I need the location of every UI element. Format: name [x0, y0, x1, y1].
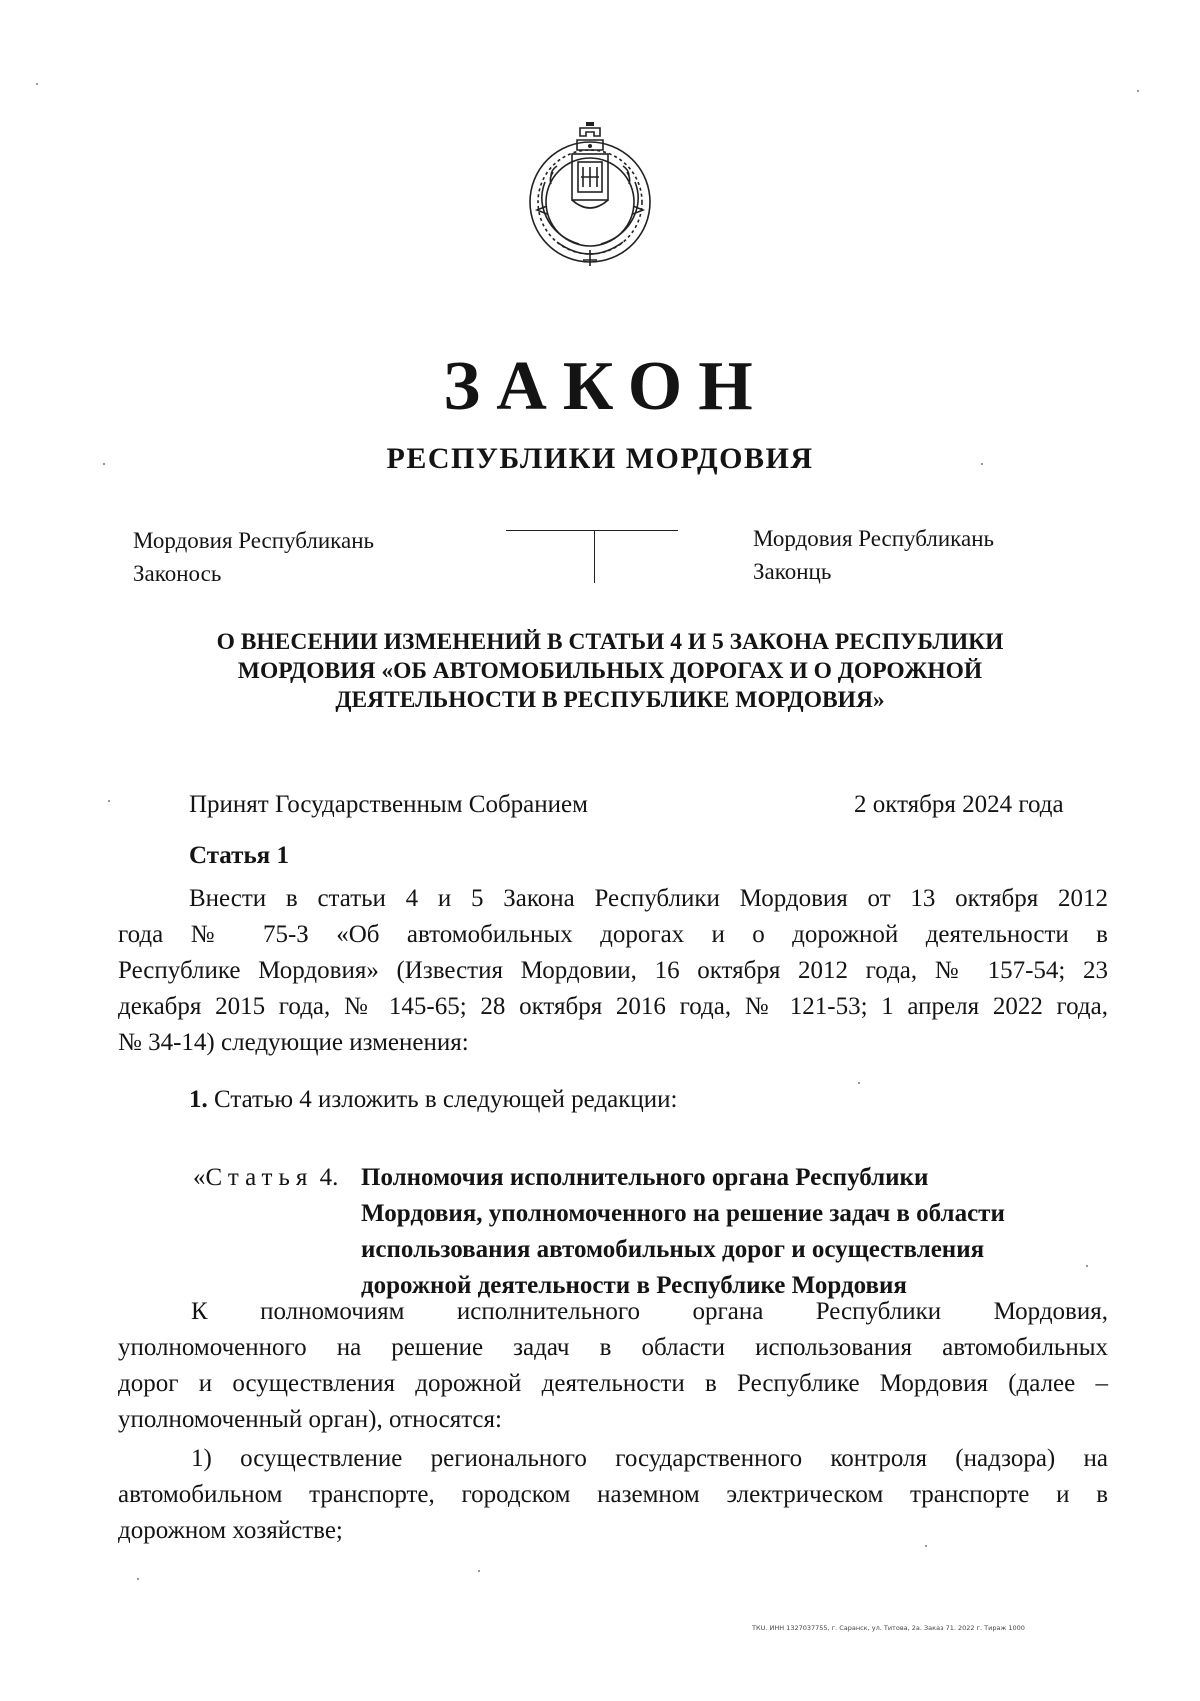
accepted-by: Принят Государственным Собранием: [189, 791, 588, 818]
article4-list-item-1: [118, 1441, 1108, 1549]
header-right-line1: Мордовия Республикань: [753, 526, 995, 551]
paragraph-line: декабря 2015 года, № 145-65; 28 октября 2016 года, № 121-53; 1 апреля 2022 года,: [118, 993, 1108, 1020]
article4-title-line: использования автомобильных дорог и осуществления: [361, 1236, 985, 1263]
paragraph-line: автомобильном транспорте, городском наземном электрическом транспорте и в: [118, 1481, 1108, 1508]
amendment-item-1: [189, 1082, 677, 1118]
paragraph-line: дорог и осуществления дорожной деятельности в Республике Мордовия (далее –: [118, 1370, 1108, 1397]
article4-prefix: [193, 1160, 338, 1196]
header-divider-vertical: [594, 531, 595, 583]
coat-of-arms-icon: [517, 122, 663, 272]
article4-word: Статья: [205, 1164, 314, 1191]
article4-title-line: Мордовия, уполномоченного на решение задач в области: [361, 1200, 1005, 1227]
paragraph-line: года № 75-З «Об автомобильных дорогах и о дорожной деятельности в: [118, 921, 1108, 948]
document-title-line: ДЕЯТЕЛЬНОСТИ В РЕСПУБЛИКЕ МОРДОВИЯ»: [335, 687, 885, 713]
document-title-line: МОРДОВИЯ «ОБ АВТОМОБИЛЬНЫХ ДОРОГАХ И О ДОРОЖНОЙ: [237, 658, 983, 684]
paragraph-line: Республике Мордовия» (Известия Мордовии, 16 октября 2012 года, № 157-54; 23: [118, 957, 1108, 984]
paragraph-line: уполномоченный орган), относятся:: [118, 1406, 502, 1433]
law-title: ЗАКОН: [443, 348, 769, 425]
article1-intro-paragraph: [118, 881, 1108, 1061]
amendment-item-text: Статью 4 изложить в следующей редакции:: [207, 1086, 678, 1113]
article4-number: 4.: [313, 1164, 339, 1191]
accepted-date: 2 октября 2024 года: [854, 791, 1064, 818]
law-subtitle: РЕСПУБЛИКИ МОРДОВИЯ: [386, 442, 814, 475]
header-divider-horizontal: [506, 530, 678, 531]
paragraph-line: 1) осуществление регионального государственного контроля (надзора) на: [191, 1445, 1108, 1472]
article4-body-paragraph: [118, 1294, 1108, 1438]
header-left-line1: Мордовия Республикань: [133, 528, 375, 553]
article4-title-line: Полномочия исполнительного органа Республики: [361, 1164, 929, 1191]
header-right-block: [753, 522, 994, 588]
article4-title-line: дорожной деятельности в Республике Мордовия: [361, 1272, 907, 1299]
article4-open-quote: «: [193, 1164, 206, 1191]
header-right-line2: Законць: [753, 559, 832, 584]
printing-imprint: ТКU. ИНН 1327037755, г. Саранск, ул. Титова, 2а. Заказ 71. 2022 г. Тираж 1000: [752, 1624, 1025, 1632]
header-left-block: [133, 524, 374, 590]
paragraph-line: Внести в статьи 4 и 5 Закона Республики Мордовия от 13 октября 2012: [189, 885, 1108, 912]
amendment-item-number: 1.: [189, 1086, 208, 1113]
header-left-line2: Законось: [133, 561, 222, 586]
document-title-line: О ВНЕСЕНИИ ИЗМЕНЕНИЙ В СТАТЬИ 4 И 5 ЗАКОНА РЕСПУБЛИКИ: [216, 629, 1004, 655]
paragraph-line: уполномоченного на решение задач в области использования автомобильных: [118, 1334, 1108, 1361]
article4-title: [361, 1160, 1121, 1304]
document-title: [150, 628, 1070, 715]
article1-heading: Статья 1: [189, 842, 289, 869]
paragraph-line: № 34-14) следующие изменения:: [118, 1029, 469, 1056]
paragraph-line: К полномочиям исполнительного органа Республики Мордовия,: [191, 1298, 1108, 1325]
paragraph-line: дорожном хозяйстве;: [118, 1517, 343, 1544]
